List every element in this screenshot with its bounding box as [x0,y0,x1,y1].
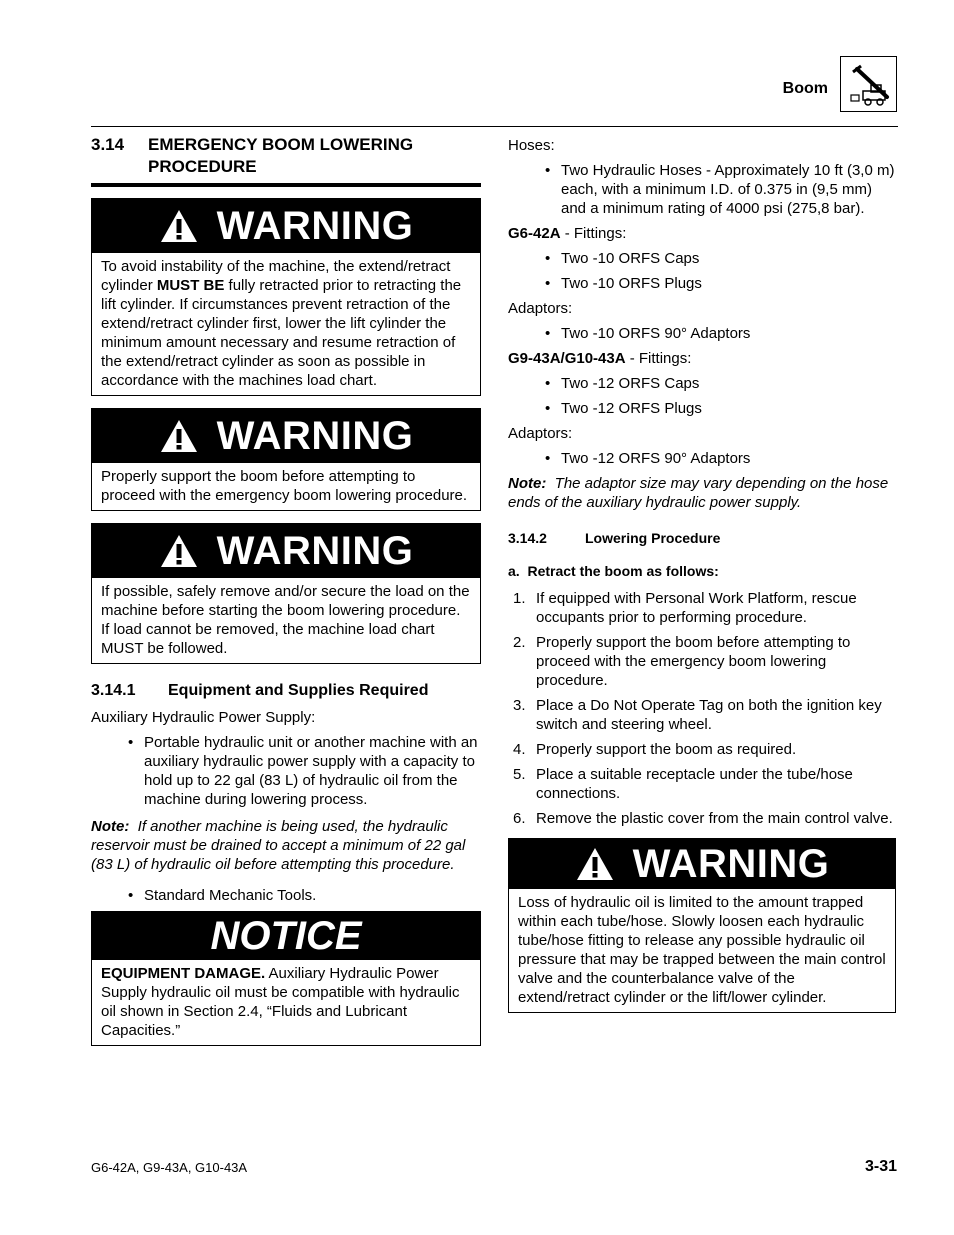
notice-body: Auxiliary Hydraulic Power Supply hydraulic oil must be compatible with hydraulic oil shown in Section 2.4, “Fluids and Lubricant Capacities.” [101,965,460,1039]
subsection-title: Lowering Procedure [585,530,721,546]
section-number: 3.14 [91,135,125,154]
header-title: Boom [782,80,828,97]
warning-box-2 [91,408,481,511]
step-number: 4. [513,741,526,758]
warning-triangle-icon [159,533,199,569]
aux-supply-label: Auxiliary Hydraulic Power Supply: [91,709,316,726]
g6-fittings-label [508,224,900,243]
step-number: 2. [513,634,526,651]
adaptors-label: Adaptors: [508,300,573,317]
warning-text-1c: fully retracted prior to retracting the lift cylinder. If circumstances prevent retraction of the extend/retract cylinder first, lower the lift cylinder the minimum amount necessary and resume retraction of the extend/retract cylinder as soon as possible in accordance with the machines load chart. [101,277,462,389]
subsection-title: Equipment and Supplies Required [168,682,429,699]
list-item: • Two -12 ORFS Caps [508,374,900,393]
model-label: G9-43A/G10-43A [508,350,626,367]
note-2 [508,474,900,512]
list-item: • Two -10 ORFS 90° Adaptors [508,324,900,343]
list-item: • Two -12 ORFS 90° Adaptors [508,449,900,468]
list-item [508,589,900,627]
warning-header [92,524,480,578]
warning-label: WARNING [216,203,414,248]
left-column [91,134,481,1046]
list-item: • Portable hydraulic unit or another machine with an auxiliary hydraulic power supply with a capacity to hold up to 22 gal (83 L) of hydraulic oil from the machine during lowering process. [91,733,481,809]
note-1 [91,817,481,874]
warning-triangle-icon [159,418,199,454]
subsection-heading-2 [508,530,900,546]
warning-triangle-icon [575,846,615,882]
list-item: • Standard Mechanic Tools. [91,886,481,905]
note-label: Note: [91,818,130,835]
list-item [508,765,900,803]
footer-models: G6-42A, G9-43A, G10-43A [91,1160,248,1175]
lowering-steps [508,589,900,828]
g9-adaptors-list [508,449,900,468]
list-item: • Two -12 ORFS Plugs [508,399,900,418]
fittings-suffix: - Fittings: [560,225,627,242]
warning-emphasis: MUST BE [156,277,225,294]
subsection-heading-1 [91,682,481,700]
list-item [508,633,900,690]
page-number: 3-31 [864,1158,897,1175]
warning-label: WARNING [216,413,414,458]
g9-fittings-list [508,374,900,418]
notice-header [92,912,480,960]
warning-label: WARNING [216,528,414,573]
warning-box-3 [91,523,481,664]
tools-list [91,886,481,905]
note-label: Note: [508,475,547,492]
warning-box-4 [508,838,896,1013]
notice-lead: EQUIPMENT DAMAGE. [101,965,266,982]
step-text: Remove the plastic cover from the main control valve. [536,810,893,827]
warning-label: WARNING [632,841,830,886]
g6-adaptors-list [508,324,900,343]
warning-header [92,409,480,463]
list-item: • Two -10 ORFS Caps [508,249,900,268]
hoses-label: Hoses: [508,137,555,154]
warning-text-3: If possible, safely remove and/or secure the load on the machine before starting the boom lowering procedure. If load cannot be removed, the machine load chart MUST be followed. [101,583,470,657]
warning-text-4: Loss of hydraulic oil is limited to the amount trapped within each tube/hose. Slowly loosen each hydraulic tube/hose fitting to release any possible hydraulic oil pressure that may be trapped between the main control valve and the counterbalance valve of the extend/retract cylinder or the lift/lower cylinder. [518,894,886,1006]
subsection-number: 3.14.2 [508,530,547,546]
notice-label: NOTICE [210,913,362,958]
step-number: 6. [513,810,526,827]
g9-fittings-label [508,349,900,368]
list-item [508,696,900,734]
hoses-list [508,161,900,218]
step-text: Place a Do Not Operate Tag on both the ignition key switch and steering wheel. [536,697,882,733]
warning-header [92,199,480,253]
step-a-heading: a. Retract the boom as follows: [508,563,719,579]
aux-supply-list [91,733,481,809]
boom-lift-icon [840,56,897,112]
warning-header [509,839,895,889]
notice-box [91,911,481,1046]
step-text: If equipped with Personal Work Platform, rescue occupants prior to performing procedure. [536,590,857,626]
list-item: • Two -10 ORFS Plugs [508,274,900,293]
warning-text-2: Properly support the boom before attempting to proceed with the emergency boom lowering procedure. [101,468,468,504]
g6-fittings-list [508,249,900,293]
step-text: Properly support the boom before attempting to proceed with the emergency boom lowering procedure. [536,634,851,689]
right-column [508,134,900,1013]
warning-box-1 [91,198,481,396]
step-number: 1. [513,590,526,607]
warning-text-1 [92,253,480,395]
section-heading [91,134,481,178]
fittings-suffix: - Fittings: [625,350,692,367]
subsection-number: 3.14.1 [91,682,136,699]
header-rule [91,126,898,127]
notice-text [92,960,480,1045]
adaptors-label: Adaptors: [508,425,573,442]
list-item [508,740,900,759]
step-text: Properly support the boom as required. [536,741,797,758]
warning-triangle-icon [159,208,199,244]
list-item [508,809,900,828]
step-text: Place a suitable receptacle under the tube/hose connections. [536,766,853,802]
model-label: G6-42A [508,225,561,242]
section-rule [91,183,481,187]
warning-text-1a: To avoid instability of the machine, the extend/retract cylinder [101,258,451,294]
note-text: The adaptor size may vary depending on the hose ends of the auxiliary hydraulic power supply. [508,475,889,511]
step-number: 5. [513,766,526,783]
note-text: If another machine is being used, the hydraulic reservoir must be drained to accept a minimum of 22 gal (83 L) of hydraulic oil before attempting this procedure. [91,818,466,873]
section-title: EMERGENCY BOOM LOWERING PROCEDURE [148,135,414,176]
step-number: 3. [513,697,526,714]
list-item: • Two Hydraulic Hoses - Approximately 10 ft (3,0 m) each, with a minimum I.D. of 0.375 in (9,5 mm) and a minimum rating of 4000 psi (275,8 bar). [508,161,900,218]
